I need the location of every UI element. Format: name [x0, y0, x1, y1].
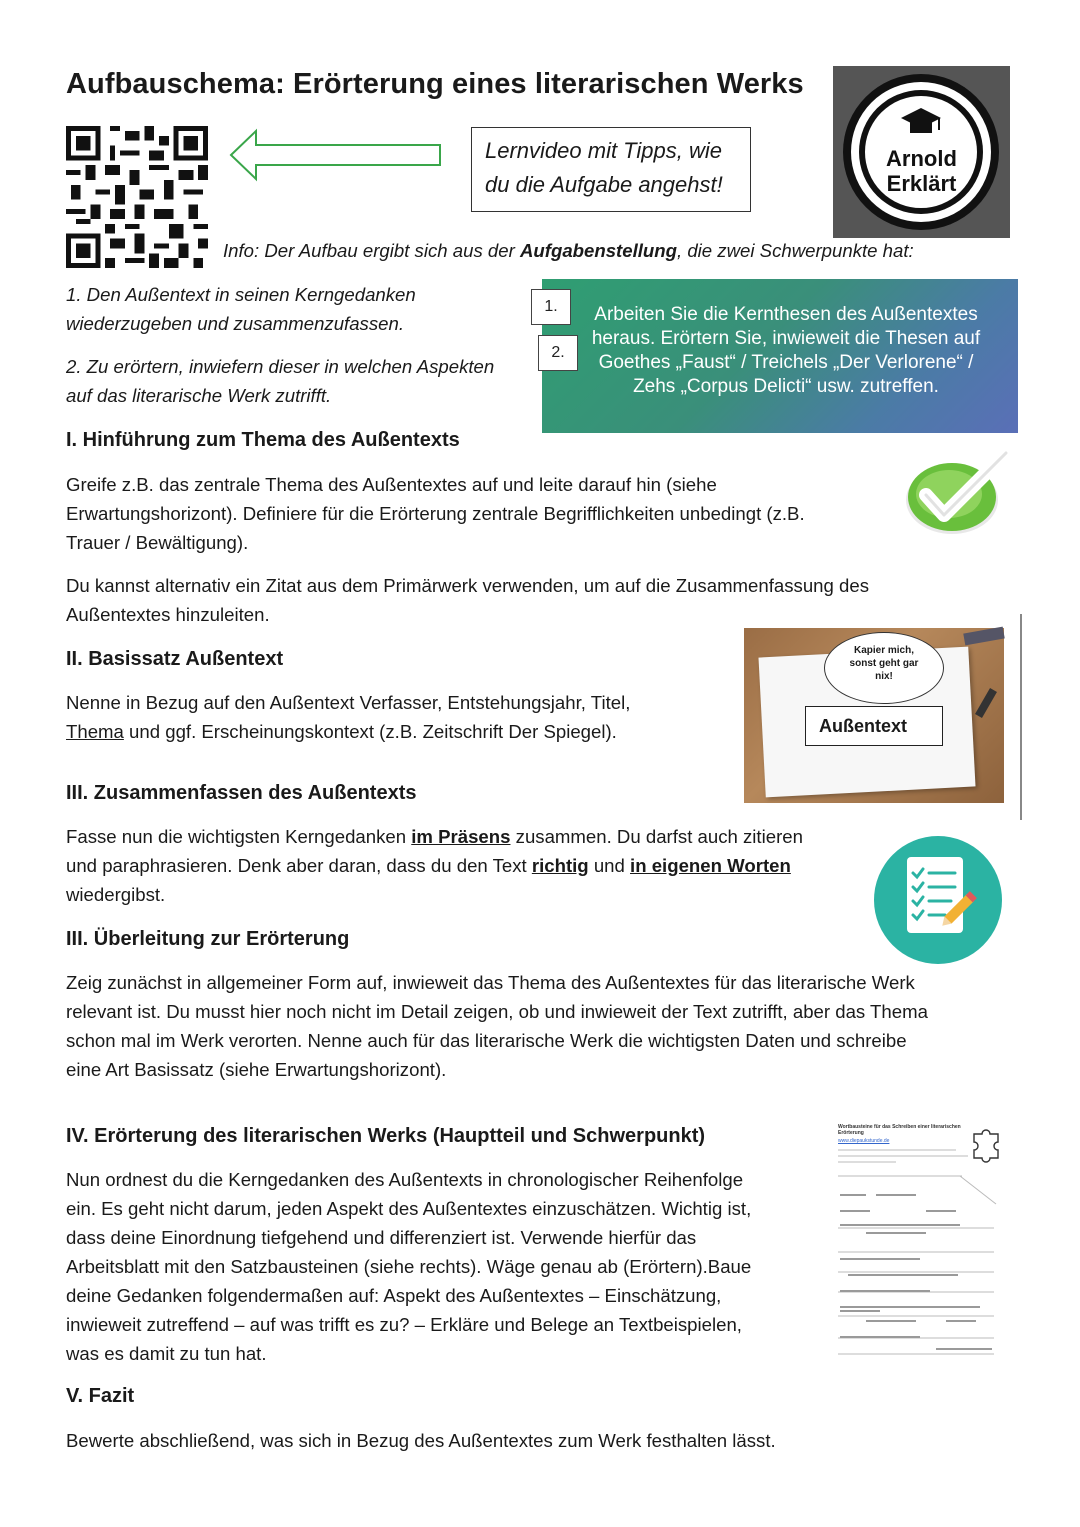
- video-hint-box: [471, 127, 751, 212]
- section-paragraph: Greife z.B. das zentrale Thema des Außentextes auf und leite darauf hin (siehe Erwartungshorizont). Definiere für die Erörterung zentrale Begrifflichkeiten unbedingt (z.B. Trauer / Bewältigung).: [66, 474, 805, 553]
- checklist-icon: [873, 835, 1003, 965]
- logo-text: Arnold: [886, 146, 957, 171]
- task-number-2: 2.: [538, 335, 578, 371]
- section-paragraph: Du kannst alternativ ein Zitat aus dem Primärwerk verwenden, um auf die Zusammenfassung des Außentextes hinzuleiten.: [66, 575, 869, 625]
- task-box: Arbeiten Sie die Kernthesen des Außentextes heraus. Erörtern Sie, inwieweit die Thesen auf Goethes „Faust“ / Treichels „Der Verlorene“ / Zehs „Corpus Delicti“ usw. zutreffen.: [542, 279, 1018, 433]
- info-bold: Aufgabenstellung: [519, 240, 677, 261]
- video-hint-line: Lernvideo mit Tipps, wie: [485, 138, 723, 163]
- task-number-1: 1.: [531, 289, 571, 325]
- section-paragraph: Zeig zunächst in allgemeiner Form auf, inwieweit das Thema des Außentextes für das literarische Werk relevant ist. Du musst hier noch nicht im Detail zeigen, ob und inwieweit der Text zutrifft, aber das Thema schon mal im Werk verorten. Nenne auch für das literarische Werk die wichtigsten Daten und schreibe eine Art Basissatz (siehe Erwartungshorizont).: [66, 972, 928, 1080]
- section-paragraph: Nun ordnest du die Kerngedanken des Außentexts in chronologischer Reihenfolge ein. Es geht nicht darum, jeden Aspekt des Außentextes einzuschätzen. Wichtig ist, dass deine Einordnung tiefgehend und differenziert ist. Verwende hierfür das Arbeitsblatt mit den Satzbausteinen (siehe rechts). Wäge genau ab (Erörtern).Baue deine Gedanken folgendermaßen auf: Aspekt des Außentextes – Einschätzung, inwieweit zutreffend – auf was trifft es zu? – Erkläre und Belege an Textbeispielen, was es damit zu tun hat.: [66, 1169, 752, 1364]
- section-paragraph: Fasse nun die wichtigsten Kerngedanken im Präsens zusammen. Du darfst auch zitieren und paraphrasieren. Denk aber daran, dass du den Text richtig und in eigenen Worten wiedergibst.: [66, 826, 803, 905]
- section-heading: II. Basissatz Außentext: [66, 648, 284, 670]
- puzzle-icon: [974, 1130, 998, 1162]
- divider: [1020, 614, 1022, 820]
- section-paragraph: Nenne in Bezug auf den Außentext Verfasser, Entstehungsjahr, Titel, Thema und ggf. Erscheinungskontext (z.B. Zeitschrift Der Spiegel).: [66, 692, 631, 742]
- worksheet-thumbnail: Wortbausteine für das Schreiben einer literarischen Erörterung www.diepaukstunde.de: [836, 1120, 1006, 1356]
- left-arrow-icon: [228, 128, 444, 184]
- section-heading: V. Fazit: [66, 1385, 135, 1407]
- arnold-erklaert-logo: [833, 66, 1010, 238]
- thumb-link: www.diepaukstunde.de: [838, 1138, 890, 1144]
- section-heading: I. Hinführung zum Thema des Außentexts: [66, 429, 460, 451]
- checkmark-icon: [904, 445, 1014, 535]
- logo-text: Erklärt: [886, 171, 957, 196]
- section-heading: III. Überleitung zur Erörterung: [66, 928, 350, 950]
- section-heading: IV. Erörterung des literarischen Werks (Hauptteil und Schwerpunkt): [66, 1125, 706, 1147]
- section-paragraph: Bewerte abschließend, was sich in Bezug des Außentextes zum Werk festhalten lässt.: [66, 1430, 776, 1451]
- section-heading: III. Zusammenfassen des Außentexts: [66, 782, 417, 804]
- point-2: 2. Zu erörtern, inwiefern dieser in welchen Aspekten auf das literarische Werk zutrifft.: [66, 356, 495, 406]
- speech-bubble: Kapier mich, sonst geht gar nix!: [824, 632, 944, 704]
- video-hint-line: du die Aufgabe angehst!: [485, 172, 723, 197]
- photo-aussentext: [744, 628, 1004, 803]
- point-1: 1. Den Außentext in seinen Kerngedanken wiederzugeben und zusammenzufassen.: [66, 284, 416, 334]
- info-line: Info: Der Aufbau ergibt sich aus der Aufgabenstellung, die zwei Schwerpunkte hat:: [223, 240, 914, 261]
- page-title: Aufbauschema: Erörterung eines literarischen Werks: [66, 68, 804, 100]
- aussentext-label: Außentext: [805, 706, 943, 746]
- qr-code-icon: [66, 126, 208, 268]
